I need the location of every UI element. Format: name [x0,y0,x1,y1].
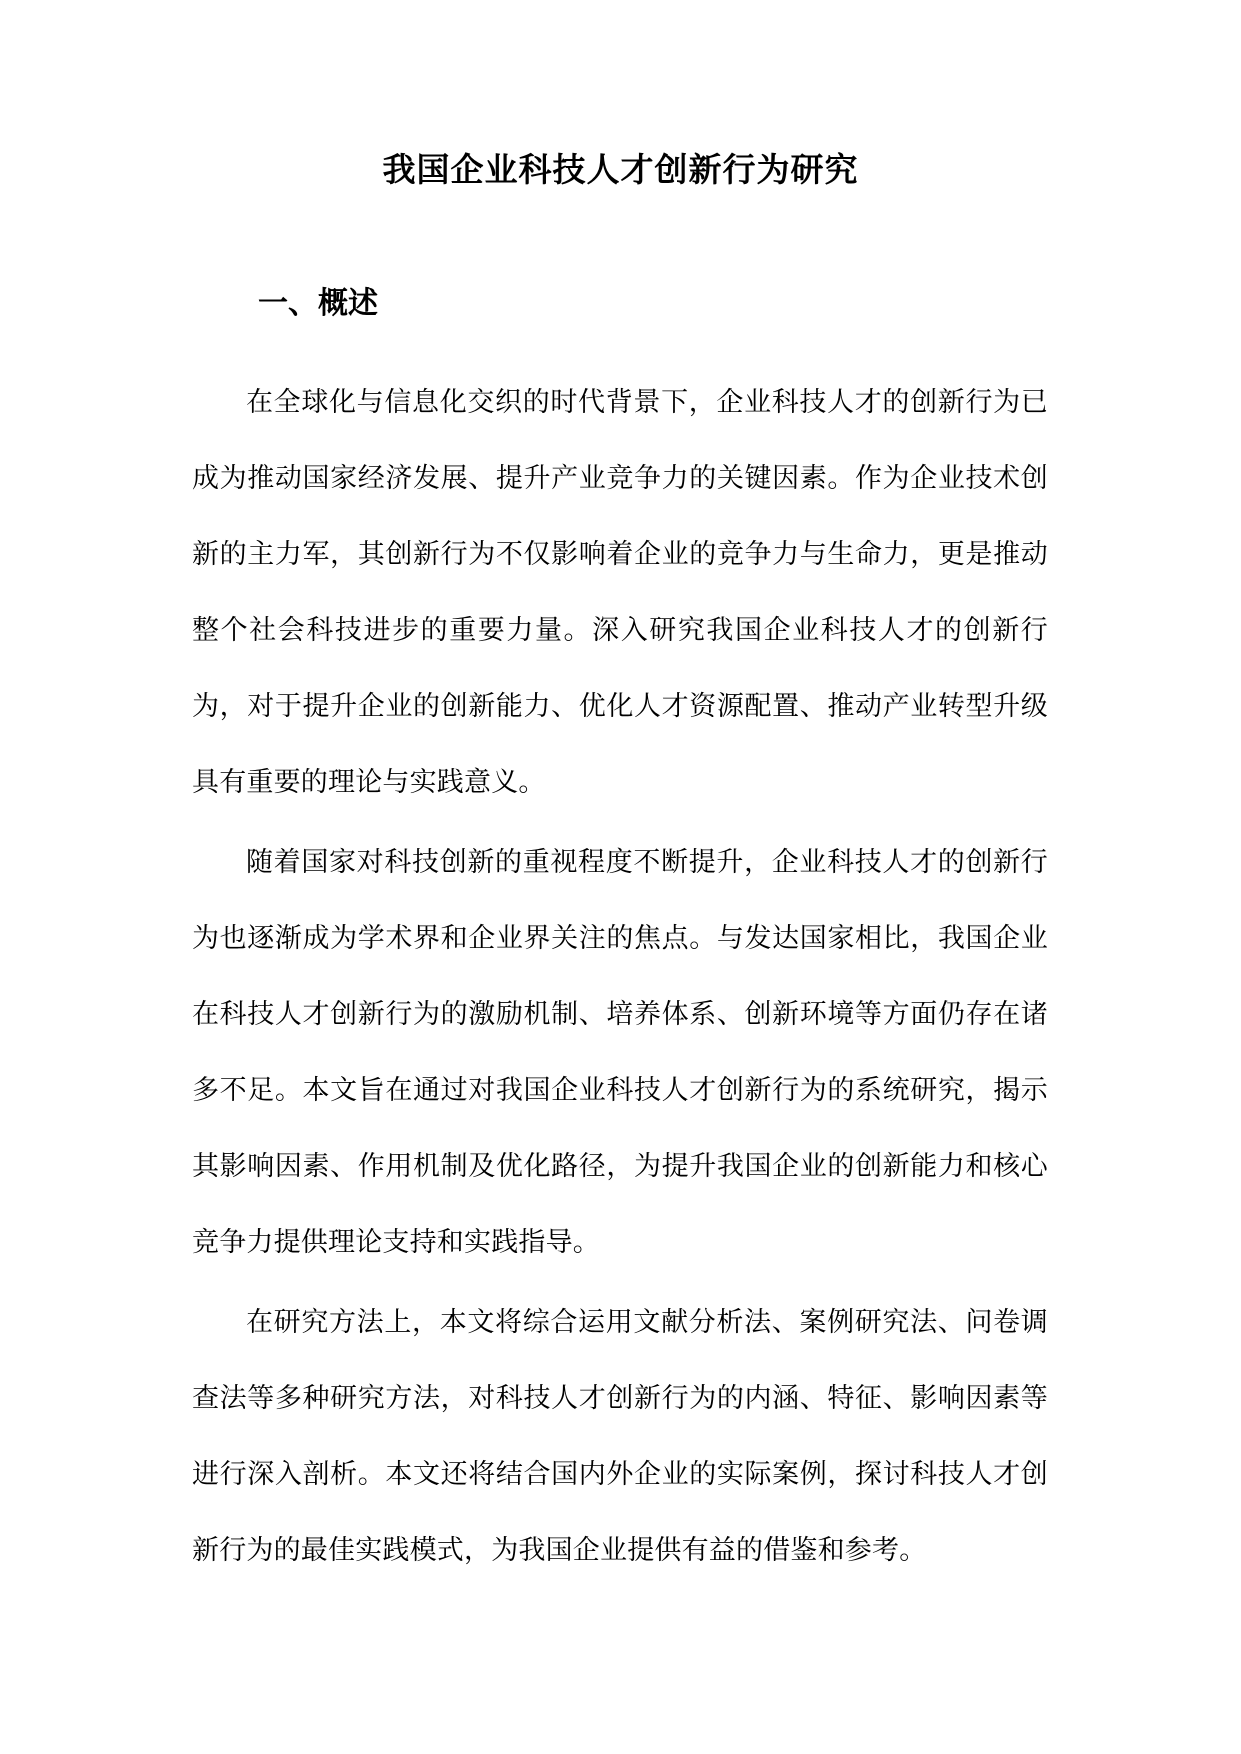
paragraph-1: 在全球化与信息化交织的时代背景下，企业科技人才的创新行为已成为推动国家经济发展、提升产业竞争力的关键因素。作为企业技术创新的主力军，其创新行为不仅影响着企业的竞争力与生命力，更是推动整个社会科技进步的重要力量。深入研究我国企业科技人才的创新行为，对于提升企业的创新能力、优化人才资源配置、推动产业转型升级具有重要的理论与实践意义。 [192,387,1048,798]
document-title: 我国企业科技人才创新行为研究 [382,150,859,189]
paragraph-2: 随着国家对科技创新的重视程度不断提升，企业科技人才的创新行为也逐渐成为学术界和企业界关注的焦点。与发达国家相比，我国企业在科技人才创新行为的激励机制、培养体系、创新环境等方面仍存在诸多不足。本文旨在通过对我国企业科技人才创新行为的系统研究，揭示其影响因素、作用机制及优化路径，为提升我国企业的创新能力和核心竞争力提供理论支持和实践指导。 [192,847,1048,1258]
section-heading: 一、概述 [258,286,378,321]
section-body [192,365,1048,1593]
paragraph-3: 在研究方法上，本文将综合运用文献分析法、案例研究法、问卷调查法等多种研究方法，对科技人才创新行为的内涵、特征、影响因素等进行深入剖析。本文还将结合国内外企业的实际案例，探讨科技人才创新行为的最佳实践模式，为我国企业提供有益的借鉴和参考。 [192,1307,1048,1566]
